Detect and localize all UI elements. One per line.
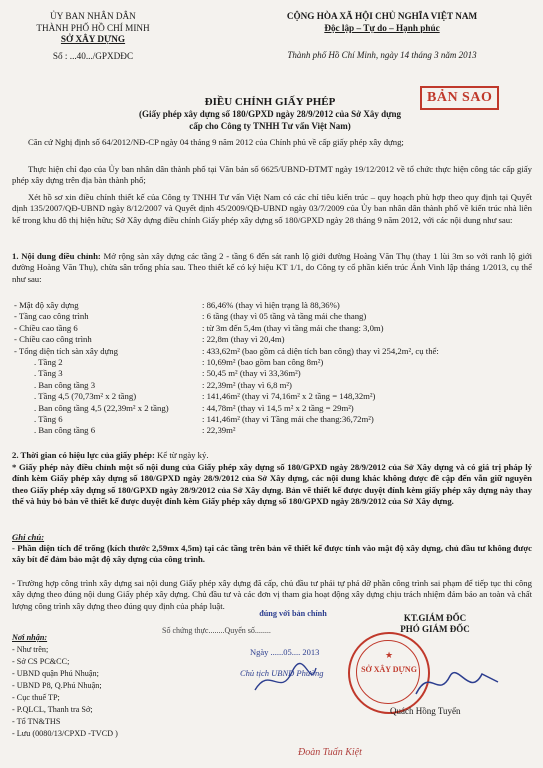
spec-label: . Tầng 4,5 (70,73m² x 2 tầng) xyxy=(34,391,137,402)
copy-stamp: BẢN SAO xyxy=(420,86,499,110)
document-title-block xyxy=(40,95,500,132)
certification-date: Ngày ......05.... 2013 xyxy=(250,647,320,657)
spec-value: : 22,39m² (thay vì 6,8 m²) xyxy=(202,379,292,390)
national-name: CỘNG HÒA XÃ HỘI CHỦ NGHĨA VIỆT NAM xyxy=(286,11,478,21)
preamble-1: Căn cứ Nghị định số 64/2012/NĐ-CP ngày 04 tháng 9 năm 2012 của Chính phủ về cấp giấy phép xây dựng; xyxy=(28,137,404,147)
spec-value: : 141,46m² (thay vì 74,16m² x 2 tầng = 148,32m²) xyxy=(202,391,376,402)
spec-label: . Ban công tầng 6 xyxy=(34,425,96,436)
signature-title-1: KT.GIÁM ĐỐC xyxy=(403,613,467,623)
document-subtitle-2: cấp cho Công ty TNHH Tư vấn Việt Nam) xyxy=(189,120,351,131)
document-subtitle-1: (Giấy phép xây dựng số 180/GPXD ngày 28/9/2012 của Sở Xây dựng xyxy=(138,109,402,119)
national-motto: Độc lập – Tự do – Hạnh phúc xyxy=(324,22,440,33)
section-2 xyxy=(12,450,532,461)
issuer-department: SỞ XÂY DỰNG xyxy=(60,34,126,45)
signature-block xyxy=(345,613,525,635)
recipient-item: - Sở CS PC&CC; xyxy=(12,657,70,666)
issuer-line-1: ỦY BAN NHÂN DÂN xyxy=(50,11,136,21)
preamble-2: Thực hiện chỉ đạo của Ủy ban nhân dân thành phố tại Văn bản số 6625/UBND-ĐTMT ngày 19/12/2012 về tổ chức thực hiện công tác cấp giấy phép xây dựng trên địa bàn thành phố; xyxy=(12,164,532,186)
spec-value: : 50,45 m² (thay vì 33,36m²) xyxy=(202,368,301,379)
spec-label: . Ban công tầng 4,5 (22,39m² x 2 tầng) xyxy=(34,402,169,413)
spec-value: : 86,46% (thay vì hiện trạng là 88,36%) xyxy=(202,300,340,310)
spec-value: : 10,69m² (bao gồm ban công 8m²) xyxy=(202,357,324,367)
recipient-item: - UBND P8, Q.Phú Nhuận; xyxy=(12,681,102,690)
director-signature-icon xyxy=(412,660,502,704)
recipient-item: - Như trên; xyxy=(12,645,49,654)
spec-label: - Tầng cao công trình xyxy=(14,311,89,322)
issuer-block xyxy=(8,11,178,62)
spec-value: : từ 3m đến 5,4m (thay vì tầng mái che thang: 3,0m) xyxy=(202,322,384,333)
official-seal-text: SỞ XÂY DỰNG xyxy=(361,665,417,674)
seal-star-icon: ★ xyxy=(385,650,394,660)
spec-value: : 433,62m² (bao gồm cả diện tích ban công) thay vì 254,2m², cụ thể: xyxy=(202,345,439,356)
recipient-item: - Lưu (0080/13/CPXD -TVCD ) xyxy=(12,729,118,738)
spec-value: : 141,46m² (thay vì Tầng mái che thang:36,72m²) xyxy=(202,414,374,424)
spec-label: - Chiều cao công trình xyxy=(14,334,92,345)
spec-label: . Tầng 3 xyxy=(34,368,63,379)
section-2-heading: 2. Thời gian có hiệu lực của giấy phép: xyxy=(12,450,155,460)
recipients-list xyxy=(12,644,118,740)
document-date: Thành phố Hồ Chí Minh, ngày 14 tháng 3 năm 2013 xyxy=(287,50,477,61)
section-1-heading: 1. Nội dung điều chỉnh: xyxy=(12,251,101,261)
notes-heading: Ghi chú: xyxy=(12,532,45,542)
spec-label: - Mật độ xây dựng xyxy=(14,300,79,310)
recipient-item: - UBND quận Phú Nhuận; xyxy=(12,669,99,678)
recipient-item: - P.QLCL, Thanh tra Sở; xyxy=(12,705,93,714)
section-2-clause: * Giấy phép này điều chỉnh một số nội dung của Giấy phép xây dựng số 180/GPXD ngày 28/9/2012 của Sở Xây dựng và có giá trị pháp lý đính kèm Giấy phép xây dựng số 180/GPXD ngày 28/9/2012 của Sở Xây dựng, các nội dung khác không được đề cập đến vẫn giữ nguyên theo Giấy phép xây dựng số 180/GPXD ngày 28/9/2012 của Sở Xây dựng. Bản vẽ thiết kế được duyệt đính kèm giấy phép xây dựng này thay thế và hủy bỏ bản vẽ thiết kế được duyệt đính kèm Giấy phép xây dựng số 180/GPXD ngày 28/9/2012 của Sở Xây dựng. xyxy=(12,462,532,507)
note-1: - Phần diện tích để trống (kích thước 2,59mx 4,5m) tại các tầng trên bản vẽ thiết kế được tính vào mật độ xây dựng, chủ đầu tư không được xây bít để đảm bảo mật độ xây dựng của công trình. xyxy=(12,543,532,565)
recipients-block xyxy=(12,632,118,740)
certification-signer-name: Đoàn Tuấn Kiệt xyxy=(298,747,362,758)
preamble-3: Xét hồ sơ xin điều chỉnh thiết kế của Công ty TNHH Tư vấn Việt Nam có các chỉ tiêu kiến trúc – quy hoạch phù hợp theo quy định tại Quyết định 135/2007/QĐ-UBND ngày 8/12/2007 và Quyết định 45/2009/QĐ-UBND ngày 03/7/2009 của Ủy ban nhân dân thành phố về kiến trúc nhà liên kế trong khu đô thị hiện hữu; Sở Xây dựng điều chỉnh Giấy phép xây dựng số 180/GPXD ngày 28 tháng 9 năm 2012, với các nội dung như sau: xyxy=(12,192,532,225)
document-title: ĐIỀU CHỈNH GIẤY PHÉP xyxy=(204,96,336,108)
issuer-line-2: THÀNH PHỐ HỒ CHÍ MINH xyxy=(36,22,150,33)
certification-stamp xyxy=(238,608,348,619)
certification-line-1: đúng với bản chính xyxy=(259,609,327,618)
section-1 xyxy=(12,251,532,285)
certification-signature-icon xyxy=(250,660,320,700)
spec-label: - Tổng diện tích sàn xây dựng xyxy=(14,345,118,356)
recipient-item: - Cục thuế TP; xyxy=(12,693,60,702)
signer-name: Quách Hồng Tuyến xyxy=(390,706,461,716)
signature-title-2: PHÓ GIÁM ĐỐC xyxy=(400,624,470,634)
document-number: Số : ...40.../GPXDĐC xyxy=(52,50,134,61)
spec-value: : 44,78m² (thay vì 14,5 m² x 2 tầng = 29m²) xyxy=(202,402,354,413)
recipients-heading: Nơi nhận: xyxy=(12,633,48,642)
note-2: - Trường hợp công trình xây dựng sai nội dung Giấy phép xây dựng đã cấp, chủ đầu tư phải tự phá dỡ phần công trình sai phạm để tiếp tục thi công xây dựng theo đúng nội dung Giấy phép xây dựng. Chủ đầu tư và các đơn vị tham gia hoạt động xây dựng chịu trách nhiệm đảm bảo an toàn và chất lượng công trình xây dựng theo đúng quy định của pháp luật. xyxy=(12,578,532,611)
spec-label: . Ban công tầng 3 xyxy=(34,379,96,390)
spec-label: . Tầng 2 xyxy=(34,357,63,367)
national-motto-block xyxy=(232,11,532,62)
certification-signer-title: Chủ tịch UBND Phường xyxy=(240,668,324,678)
recipient-item: - Tổ TN&THS xyxy=(12,717,61,726)
spec-value: : 6 tầng (thay vì 05 tầng và tầng mái che thang) xyxy=(202,311,367,322)
spec-value: : 22,8m (thay vì 20,4m) xyxy=(202,334,285,345)
certification-number: Số chứng thực........Quyển số........ xyxy=(162,626,271,635)
spec-label: - Chiều cao tầng 6 xyxy=(14,322,78,333)
section-2-text: Kể từ ngày ký. xyxy=(157,450,209,460)
section-1-text: Mở rộng sàn xây dựng các tầng 2 - tầng 6 đến sát ranh lộ giới đường Hoàng Văn Thụ (thay 1 lùi 3m so với ranh lộ giới đường Hoàng Văn Thụ), chừa sân trống phía sau. Theo thiết kế có ký hiệu KT 1/1, do Công ty cổ phần kiến trúc Ánh Vinh lập tháng 1/2013, cụ thể như sau: xyxy=(12,251,532,284)
spec-label: . Tầng 6 xyxy=(34,414,63,424)
spec-value: : 22,39m² xyxy=(202,425,236,436)
